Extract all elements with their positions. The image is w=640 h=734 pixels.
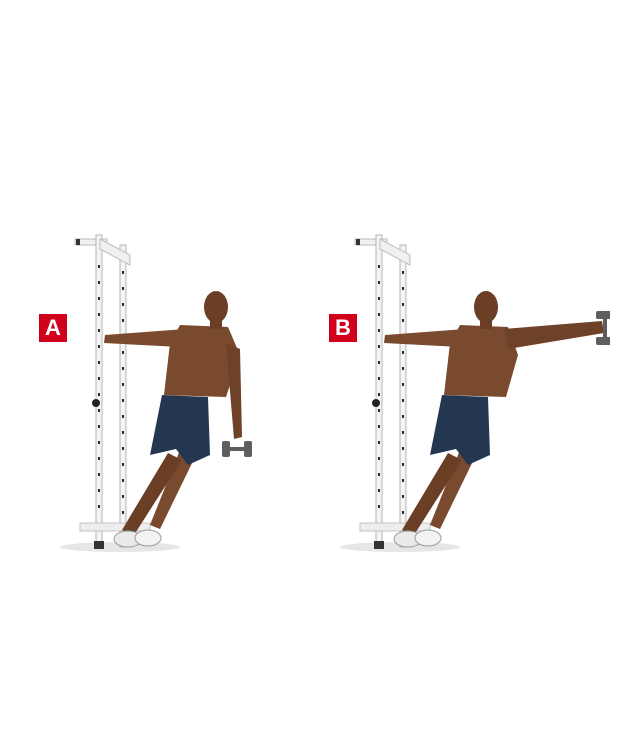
exercise-scene-b xyxy=(310,225,610,565)
exercise-scene-a xyxy=(30,225,330,565)
step-badge-a: A xyxy=(39,314,67,342)
step-badge-b: B xyxy=(329,314,357,342)
exercise-panel-a xyxy=(30,225,330,565)
athlete xyxy=(384,291,610,547)
power-rack xyxy=(75,235,150,549)
exercise-panel-b xyxy=(310,225,610,565)
power-rack xyxy=(355,235,430,549)
